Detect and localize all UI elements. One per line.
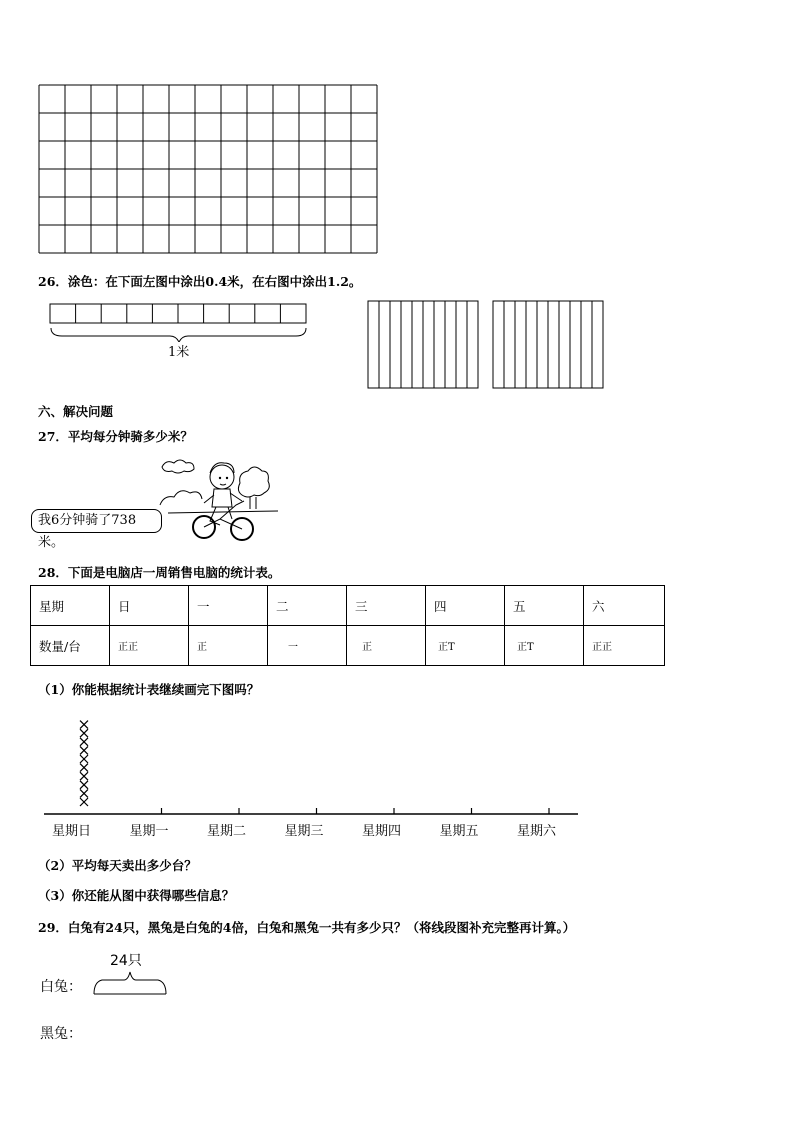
speech-bubble: 我6分钟骑了738米。: [31, 509, 162, 533]
axis-label: 星期四: [362, 824, 402, 839]
tally-cell: 正: [347, 626, 426, 666]
black-rabbit-label: 黑兔：: [40, 1026, 82, 1042]
sub-question-2: （2）平均每天卖出多少台？: [38, 858, 197, 873]
tally-cell: 正: [189, 626, 268, 666]
question-29: 29．白兔有24只，黑兔是白兔的4倍，白兔和黑兔一共有多少只？（将线段图补充完整再计算。）: [38, 920, 576, 935]
section-title: 六、解决问题: [38, 404, 114, 419]
x-mark: [80, 738, 88, 746]
table-cell: 四: [426, 586, 505, 626]
x-mark: [80, 789, 88, 797]
table-cell: 星期: [31, 586, 110, 626]
table-header-row: [31, 586, 665, 626]
sub-question-1: （1）你能根据统计表继续画完下图吗？: [38, 682, 260, 697]
table-cell: 日: [110, 586, 189, 626]
right-strip-figure: [492, 300, 606, 390]
question-26: 26．涂色：在下面左图中涂出0.4米，在右图中涂出1.2。: [38, 274, 362, 289]
x-mark: [80, 729, 88, 737]
table-cell: 二: [268, 586, 347, 626]
question-27: 27．平均每分钟骑多少米？: [38, 429, 193, 444]
table-row: [31, 626, 665, 666]
sales-table: [30, 585, 665, 666]
sales-chart: [44, 708, 584, 820]
table-cell: 五: [505, 586, 584, 626]
meter-ruler: [48, 302, 310, 342]
segment-label: 24只: [110, 953, 142, 969]
ruler-label: 1米: [168, 345, 190, 360]
table-cell: 数量/台: [31, 626, 110, 666]
axis-label: 星期一: [129, 824, 169, 839]
white-rabbit-segment-brace: [92, 968, 168, 996]
white-rabbit-label: 白兔：: [40, 979, 82, 995]
x-mark: [80, 798, 88, 806]
axis-label: 星期五: [439, 824, 479, 839]
x-mark: [80, 746, 88, 754]
table-cell: 三: [347, 586, 426, 626]
axis-label: 星期日: [52, 824, 92, 839]
question-28: 28．下面是电脑店一周销售电脑的统计表。: [38, 565, 281, 580]
axis-label: 星期二: [207, 824, 247, 839]
square-grid: [38, 84, 382, 256]
left-strip-figure: [367, 300, 481, 390]
x-mark: [80, 764, 88, 772]
boy-on-bike-illustration: [150, 455, 280, 545]
sub-question-3: （3）你还能从图中获得哪些信息？: [38, 888, 235, 903]
axis-label: 星期六: [517, 824, 557, 839]
x-mark: [80, 721, 88, 729]
tally-cell: 正T: [426, 626, 505, 666]
tally-cell: 正正: [110, 626, 189, 666]
tally-cell: 正正: [584, 626, 665, 666]
x-mark: [80, 781, 88, 789]
tally-cell: 正T: [505, 626, 584, 666]
x-mark: [80, 772, 88, 780]
axis-label: 星期三: [284, 824, 324, 839]
ruler-brace: [51, 328, 306, 342]
tally-cell: 一: [268, 626, 347, 666]
table-cell: 六: [584, 586, 665, 626]
x-mark: [80, 755, 88, 763]
table-cell: 一: [189, 586, 268, 626]
